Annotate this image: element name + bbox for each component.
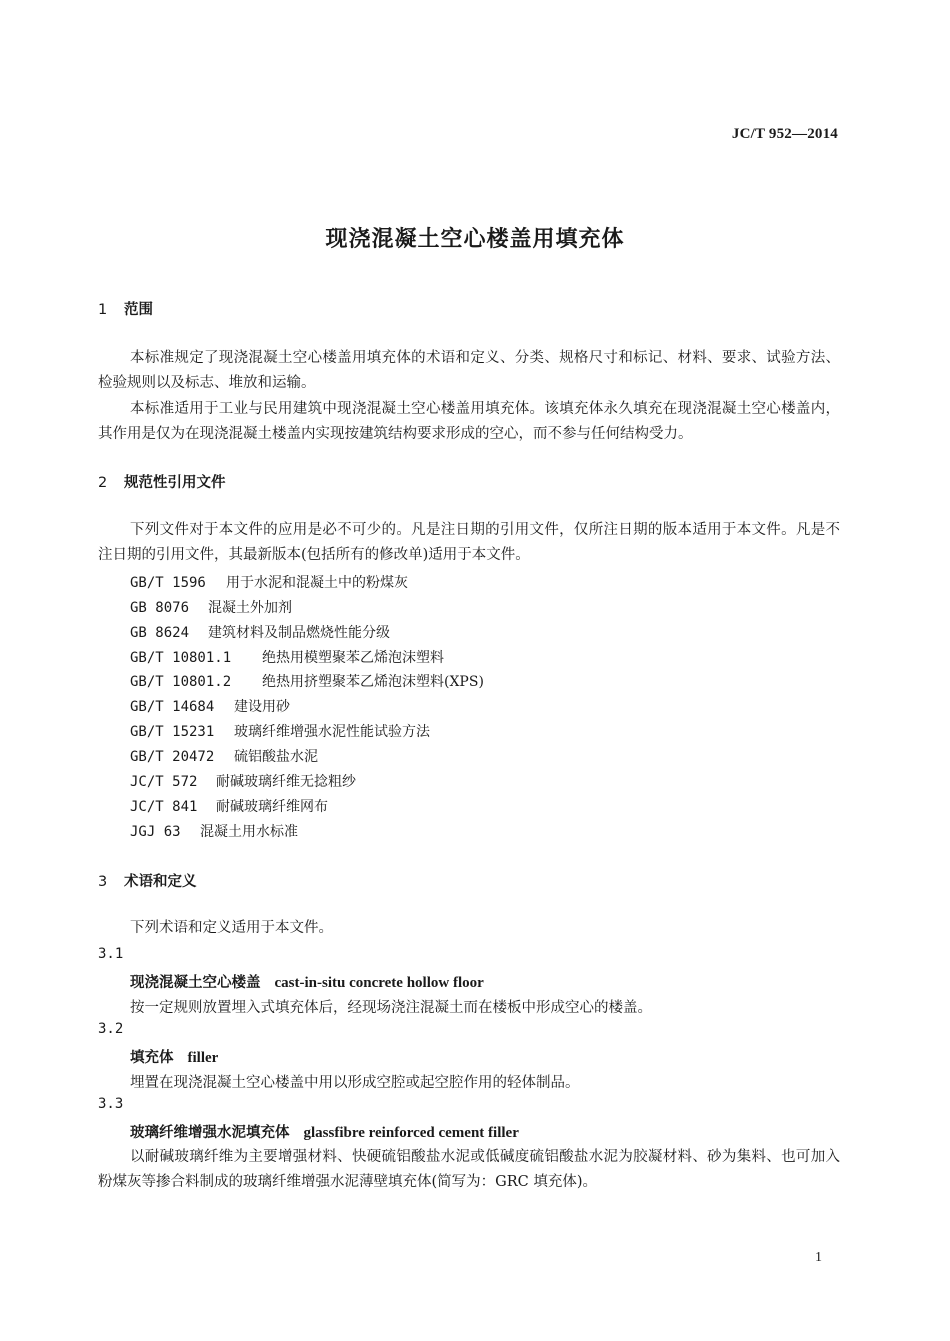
reference-item: GB/T 15231 玻璃纤维增强水泥性能试验方法: [130, 724, 430, 740]
reference-item: GB/T 1596 用于水泥和混凝土中的粉煤灰: [130, 575, 408, 591]
section-number: 3: [98, 874, 108, 890]
term-definition: 以耐碱玻璃纤维为主要增强材料、快硬硫铝酸盐水泥或低碱度硫铝酸盐水泥为胶凝材料、砂为集料、也可加入粉煤灰等掺合料制成的玻璃纤维增强水泥薄壁填充体(简写为：GRC 填充体)。: [98, 1149, 840, 1190]
section-3-heading: [98, 870, 197, 891]
section-1-paragraph-2: 本标准适用于工业与民用建筑中现浇混凝土空心楼盖用填充体。该填充体永久填充在现浇混凝土空心楼盖内，其作用是仅为在现浇混凝土楼盖内实现按建筑结构要求形成的空心，而不参与任何结构受力。: [98, 401, 840, 442]
term-definition: 埋置在现浇混凝土空心楼盖中用以形成空腔或起空腔作用的轻体制品。: [130, 1075, 580, 1091]
section-number: 2: [98, 475, 108, 491]
term-number: 3.1: [98, 946, 124, 962]
document-title: 现浇混凝土空心楼盖用填充体: [325, 227, 625, 252]
section-title: 术语和定义: [124, 874, 197, 890]
term-number: 3.2: [98, 1021, 124, 1037]
section-3-paragraph-1: 下列术语和定义适用于本文件。: [130, 920, 333, 936]
reference-item: GB/T 14684 建设用砂: [130, 699, 290, 715]
reference-item: GB/T 20472 硫铝酸盐水泥: [130, 749, 318, 765]
term-definition: 按一定规则放置埋入式填充体后，经现场浇注混凝土而在楼板中形成空心的楼盖。: [130, 1000, 652, 1016]
section-1-heading: [98, 298, 153, 319]
term-heading: 现浇混凝土空心楼盖 cast-in-situ concrete hollow floor: [130, 975, 484, 991]
reference-item: JC/T 841 耐碱玻璃纤维网布: [130, 799, 328, 815]
page-number: 1: [815, 1250, 822, 1265]
reference-item: JC/T 572 耐碱玻璃纤维无捻粗纱: [130, 774, 356, 790]
section-number: 1: [98, 302, 108, 318]
term-heading: 填充体 filler: [130, 1050, 219, 1066]
section-2-paragraph-1: 下列文件对于本文件的应用是必不可少的。凡是注日期的引用文件，仅所注日期的版本适用于本文件。凡是不注日期的引用文件，其最新版本(包括所有的修改单)适用于本文件。: [98, 522, 840, 563]
reference-item: GB/T 10801.2 绝热用挤塑聚苯乙烯泡沫塑料(XPS): [130, 674, 484, 690]
reference-item: JGJ 63 混凝土用水标准: [130, 824, 298, 840]
standard-code: JC/T 952—2014: [731, 126, 838, 142]
term-heading: 玻璃纤维增强水泥填充体 glassfibre reinforced cement filler: [130, 1125, 519, 1141]
reference-item: GB 8624 建筑材料及制品燃烧性能分级: [130, 625, 390, 641]
reference-item: GB 8076 混凝土外加剂: [130, 600, 292, 616]
section-title: 规范性引用文件: [124, 475, 226, 491]
section-title: 范围: [124, 302, 153, 318]
section-2-heading: [98, 471, 226, 492]
reference-item: GB/T 10801.1 绝热用模塑聚苯乙烯泡沫塑料: [130, 650, 444, 666]
section-1-paragraph-1: 本标准规定了现浇混凝土空心楼盖用填充体的术语和定义、分类、规格尺寸和标记、材料、要求、试验方法、检验规则以及标志、堆放和运输。: [98, 350, 840, 391]
term-number: 3.3: [98, 1096, 124, 1112]
